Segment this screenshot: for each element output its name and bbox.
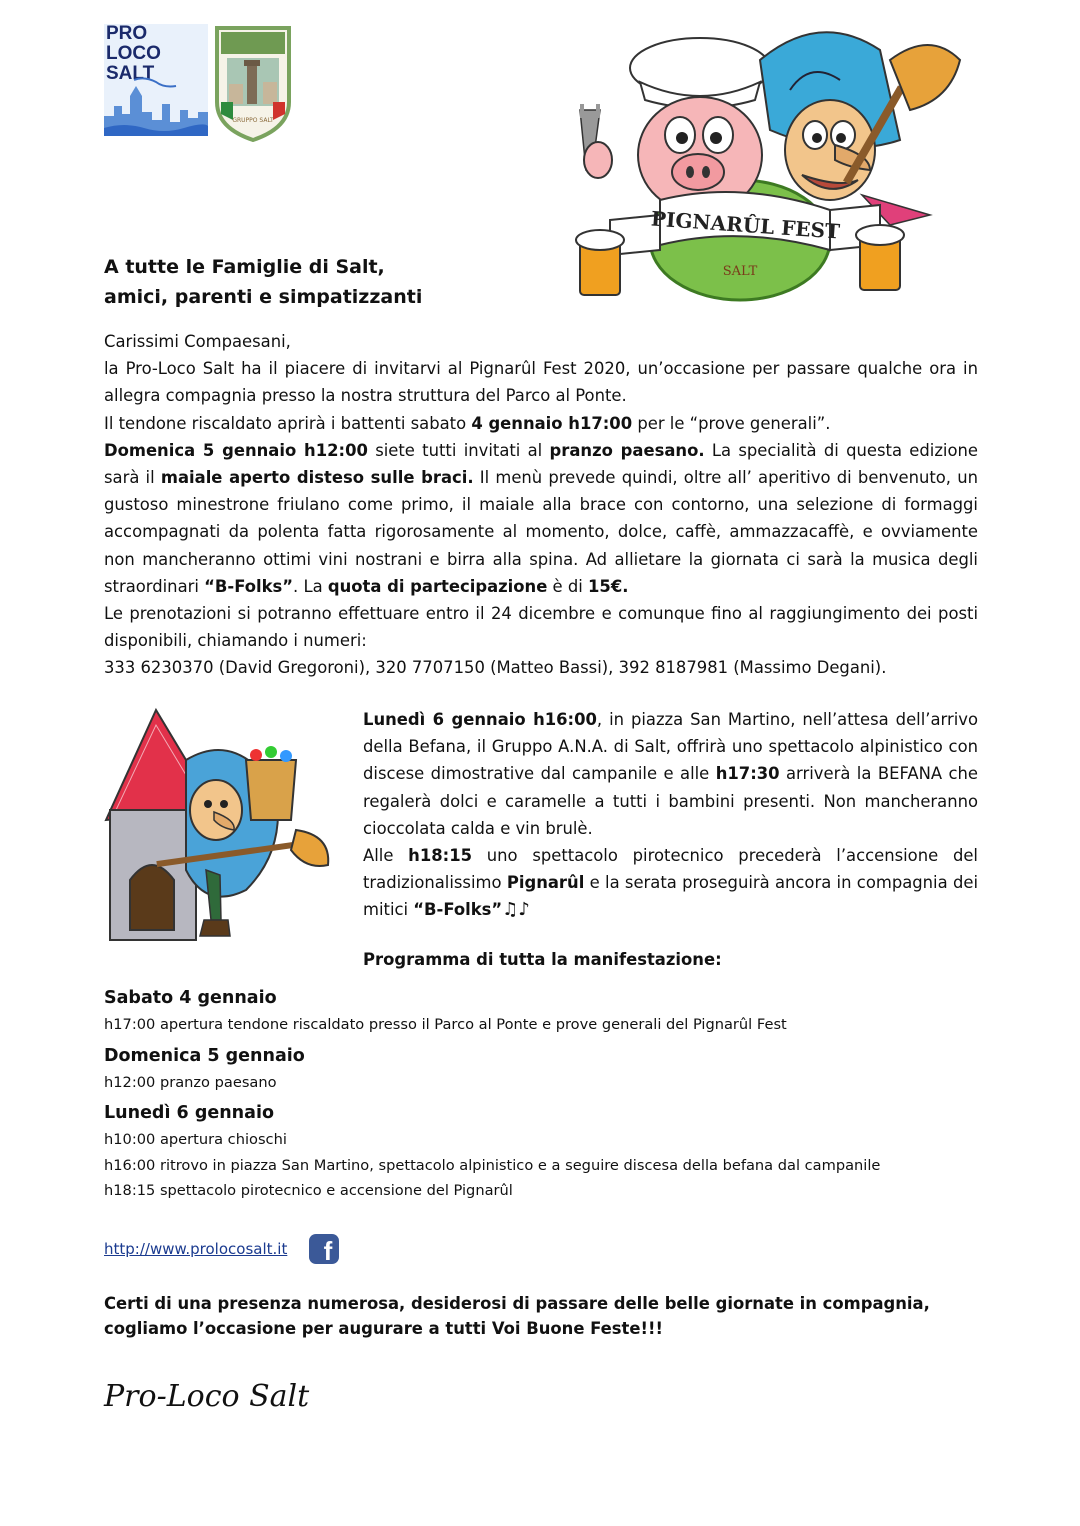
- schedule-day-saturday: Sabato 4 gennaio: [104, 988, 277, 1008]
- city-skyline-icon: [104, 76, 208, 136]
- hero-banner-text: PIGNARÛL FEST: [650, 206, 841, 244]
- saturday-paragraph: Il tendone riscaldato aprirà i battenti sabato 4 gennaio h17:00 per le “prove generali”.: [104, 413, 831, 433]
- pro-loco-logo-text: PRO LOCO SALT: [106, 23, 161, 84]
- salutation: Carissimi Compaesani,: [104, 332, 291, 351]
- schedule-event: h17:00 apertura tendone riscaldato presso il Parco al Ponte e prove generali del Pignarûl Fest: [104, 1016, 787, 1033]
- website-link[interactable]: http://www.prolocosalt.it: [104, 1240, 288, 1258]
- monday-paragraph: Lunedì 6 gennaio h16:00, in piazza San Martino, nell’attesa dell’arrivo della Befana, il Gruppo A.N.A. di Salt, offrirà uno spettacolo alpinistico con discese dimostrative dal campanile e alle h17:30 arriverà la BEFANA che regalerà dolci e caramelle a tutti i bambini presenti. Non mancheranno cioccolata calda e vin brulè.: [363, 710, 978, 838]
- music-notes-icon: ♫♪: [502, 899, 530, 921]
- invitation-text: [104, 328, 978, 682]
- pignarul-fest-mascot-illustration: [540, 20, 980, 320]
- gruppo-label: GRUPPO SALT: [232, 117, 274, 124]
- gruppo-salt-shield-icon: [213, 24, 293, 142]
- fireworks-paragraph: Alle h18:15 uno spettacolo pirotecnico precederà l’accensione del tradizionalissimo Pignarûl e la serata proseguirà ancora in compagnia dei mitici “B-Folks”♫♪: [363, 846, 979, 921]
- schedule-event: h18:15 spettacolo pirotecnico e accensione del Pignarûl: [104, 1182, 513, 1199]
- schedule-event: h10:00 apertura chioschi: [104, 1131, 287, 1148]
- intro-paragraph: la Pro-Loco Salt ha il piacere di invitarvi al Pignarûl Fest 2020, un’occasione per passare qualche ora in allegra compagnia presso la nostra struttura del Parco al Ponte.: [104, 359, 978, 406]
- program-title: Programma di tutta la manifestazione:: [363, 950, 722, 969]
- schedule-day-sunday: Domenica 5 gennaio: [104, 1045, 305, 1066]
- sunday-paragraph: Domenica 5 gennaio h12:00 siete tutti invitati al pranzo paesano. La specialità di questa edizione sarà il maiale aperto disteso sulle braci. Il menù prevede quindi, oltre all’ aperitivo di benvenuto, un gustoso minestrone friulano come primo, il maiale alla brace con contorno, una selezione di formaggi accompagnati da polenta fatta rigorosamente al momento, dolce, caffè, ammazzacaffè, e ovviamente non mancheranno ottimi vini nostrani e birra alla spina. Ad allietare la giornata ci sarà la musica degli straordinari “B-Folks”. La quota di partecipazione è di 15€.: [104, 440, 978, 596]
- schedule-event: h12:00 pranzo paesano: [104, 1073, 277, 1091]
- greeting: [104, 252, 504, 312]
- closing-text: Certi di una presenza numerosa, desiderosi di passare delle belle giornate in compagnia, cogliamo l’occasione per augurare a tutti Voi Buone Feste!!!: [104, 1294, 930, 1338]
- program-schedule: [104, 984, 994, 1204]
- phone-numbers: 333 6230370 (David Gregoroni), 320 7707150 (Matteo Bassi), 392 8187981 (Massimo Degani).: [104, 658, 887, 678]
- booking-paragraph: Le prenotazioni si potranno effettuare entro il 24 dicembre e comunque fino al raggiungimento dei posti disponibili, chiamando i numeri:: [104, 604, 978, 651]
- befana-illustration: [96, 700, 336, 950]
- befana-paragraph: [363, 706, 978, 924]
- greeting-line-2: amici, parenti e simpatizzanti: [104, 286, 423, 308]
- signature: [100, 1370, 340, 1420]
- facebook-icon[interactable]: f: [309, 1234, 339, 1264]
- hero-place-text: SALT: [722, 264, 758, 279]
- schedule-day-monday: Lunedì 6 gennaio: [104, 1103, 274, 1123]
- schedule-event: h16:00 ritrovo in piazza San Martino, spettacolo alpinistico e a seguire discesa della befana dal campanile: [104, 1156, 881, 1174]
- greeting-line-1: A tutte le Famiglie di Salt,: [104, 256, 385, 278]
- pro-loco-salt-logo: [104, 24, 208, 136]
- signature-text: Pro-Loco Salt: [104, 1379, 310, 1414]
- website-row: [104, 1234, 339, 1264]
